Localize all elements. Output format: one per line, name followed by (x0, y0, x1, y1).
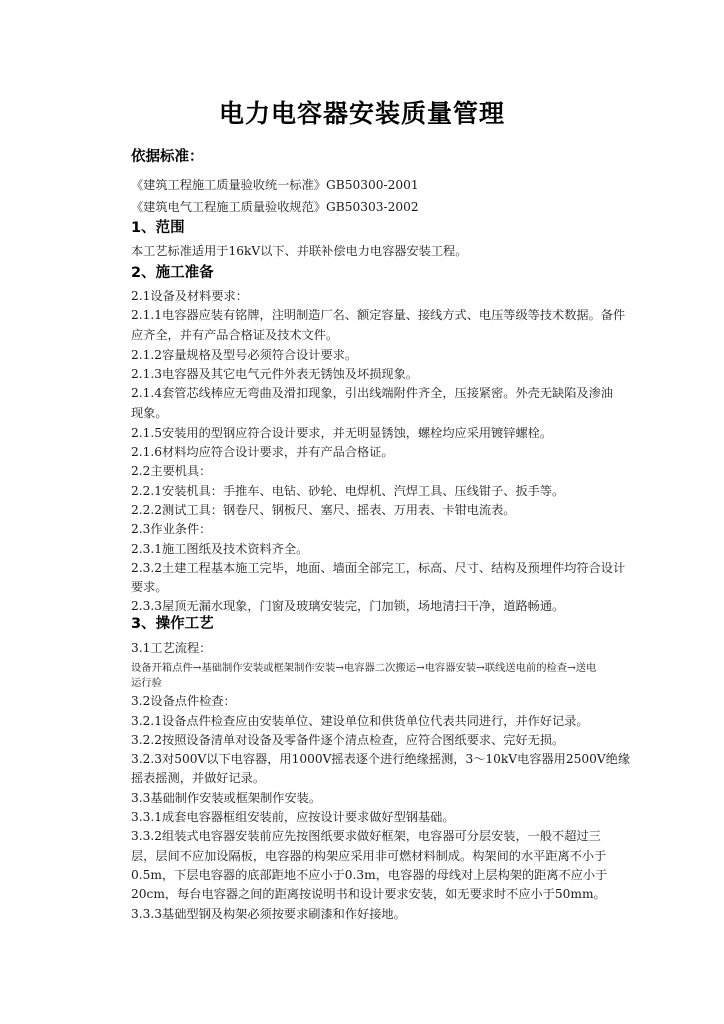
paragraph: 3.3基础制作安装或框架制作安装。 (131, 791, 322, 805)
basis-standard-2: 《建筑电气工程施工质量验收规范》GB50303-2002 (131, 200, 419, 214)
paragraph: 3.2.2按照设备清单对设备及零备件逐个清点检查，应符合图纸要求、完好无损。 (131, 733, 565, 747)
paragraph: 2.1.2容量规格及型号必须符合设计要求。 (131, 348, 358, 362)
paragraph: 2.3作业条件： (131, 522, 212, 536)
paragraph: 3.2.1设备点件检查应由安装单位、建设单位和供货单位代表共同进行，并作好记录。 (131, 714, 589, 728)
paragraph: 3.3.1成套电容器框组安装前，应按设计要求做好型钢基础。 (131, 810, 455, 824)
paragraph: 2.1.1电容器应装有铭牌，注明制造厂名、额定容量、接线方式、电压等级等技术数据。备件 (131, 308, 626, 322)
paragraph: 2.1.3电容器及其它电气元件外表无锈蚀及坏损现象。 (131, 367, 418, 381)
paragraph: 2.3.3屋顶无漏水现象，门窗及玻璃安装完，门加锁，场地清扫干净，道路畅通。 (131, 599, 565, 613)
section-3-heading: 3、操作工艺 (131, 616, 214, 632)
page-title: 电力电容器安装质量管理 (218, 99, 505, 128)
section-1-heading: 1、范围 (131, 220, 185, 236)
paragraph: 2.2.1安装机具：手推车、电钻、砂轮、电焊机、汽焊工具、压线钳子、扳手等。 (131, 484, 565, 498)
paragraph: 2.3.1施工图纸及技术资料齐全。 (131, 542, 309, 556)
paragraph: 层，层间不应加设隔板，电容器的构架应采用非可燃材料制成。构架间的水平距离不小于 (131, 849, 607, 863)
paragraph: 3.2.3对500V以下电容器，用1000V摇表逐个进行绝缘摇测，3～10kV电容器用2500V绝缘 (131, 752, 631, 766)
paragraph: 3.2设备点件检查： (131, 694, 236, 708)
basis-heading: 依据标准： (131, 149, 204, 165)
paragraph: 2.3.2土建工程基本施工完毕，地面、墙面全部完工，标高、尺寸、结构及预埋件均符合设计 (131, 561, 626, 575)
paragraph: 3.1工艺流程： (131, 641, 212, 655)
paragraph: 要求。 (131, 580, 168, 594)
paragraph: 2.1.4套管芯线棒应无弯曲及滑扣现象，引出线端附件齐全，压接紧密。外壳无缺陷及渗油 (131, 386, 613, 400)
paragraph: 2.1.5安装用的型钢应符合设计要求，并无明显锈蚀，螺栓均应采用镀锌螺栓。 (131, 426, 553, 440)
process-flow-line: 运行验 (131, 677, 162, 689)
paragraph: 2.2主要机具： (131, 464, 212, 478)
paragraph: 本工艺标准适用于16kV以下、并联补偿电力电容器安装工程。 (131, 244, 468, 258)
paragraph: 2.2.2测试工具：钢卷尺、钢板尺、塞尺、摇表、万用表、卡钳电流表。 (131, 503, 516, 517)
paragraph: 2.1.6材料均应符合设计要求，并有产品合格证。 (131, 445, 394, 459)
paragraph: 2.1设备及材料要求： (131, 289, 248, 303)
paragraph: 0.5m，下层电容器的底部距地不应小于0.3m，电容器的母线对上层构架的距离不应小于 (131, 868, 608, 882)
process-flow-line: 设备开箱点件→基础制作安装或框架制作安装→电容器二次搬运→电容器安装→联线送电前的检查→送电 (131, 662, 597, 674)
paragraph: 现象。 (131, 406, 168, 420)
paragraph: 摇表摇测，并做好记录。 (131, 771, 266, 785)
basis-standard-1: 《建筑工程施工质量验收统一标准》GB50300-2001 (131, 178, 419, 192)
paragraph: 应齐全，并有产品合格证及技术文件。 (131, 328, 339, 342)
section-2-heading: 2、施工准备 (131, 265, 214, 281)
paragraph: 20cm，每台电容器之间的距离按说明书和设计要求安装，如无要求时不应小于50mm。 (131, 887, 606, 901)
paragraph: 3.3.3基础型钢及构架必须按要求刷漆和作好接地。 (131, 907, 406, 921)
paragraph: 3.3.2组装式电容器安装前应先按图纸要求做好框架，电容器可分层安装，一般不超过三 (131, 829, 601, 843)
